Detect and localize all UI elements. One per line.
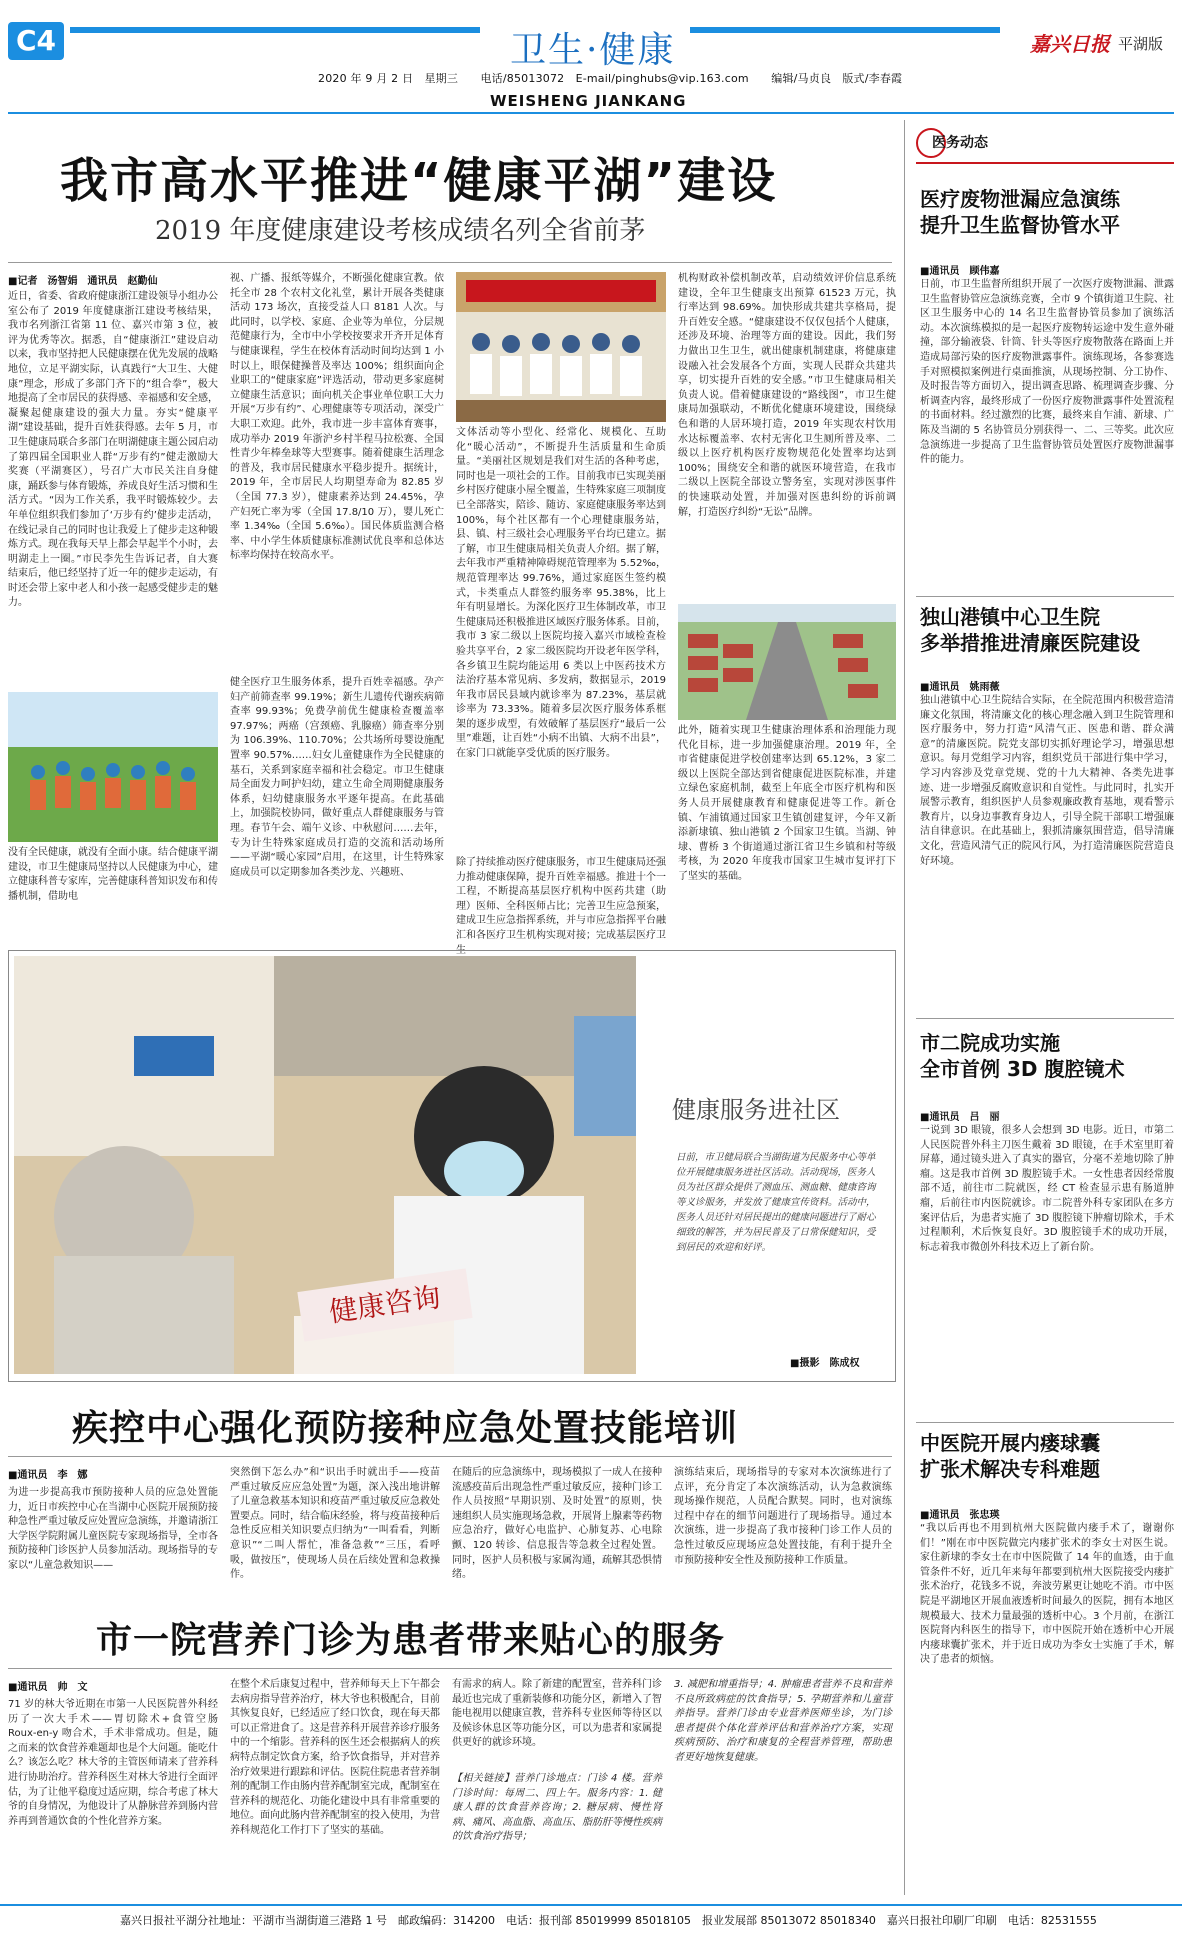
- walking-event-photo: [8, 692, 218, 842]
- sidebar-divider: [904, 120, 905, 1895]
- community-caption-title: 健康服务进社区: [672, 1096, 840, 1124]
- nutrition-col2: 在整个术后康复过程中，营养师每天上下午都会去病房指导营养治疗，林大爷也积极配合，目前其恢复良好，已经适应了经口饮食，现在每天都可以正常进食了。这是营养科开展营养诊疗服务中的一个缩影。营养科的医生还会根据病人的疾病特点制定饮食方案，给予饮食指导，并对营养治疗效果进行跟踪和评估。医院住院患者营养制剂的配制工作由肠内营养配制室完成，配制室在营养科的规范化、功能化建设中具有非常重要的地位。面向此肠内营养配制室的投入使用，为营养科规范化工作打下了坚实的基础。: [230, 1679, 440, 1836]
- footer: [0, 1904, 1182, 1934]
- sidebar-item-3-body: 一说到 3D 眼镜，很多人会想到 3D 电影。近日，市第二人民医院普外科主刀医生戴着 3D 眼镜，在手术室里盯着屏幕，通过镜头进入了真实的器官，分毫不差地切除了肿瘤。这是我市首例 3D 腹腔镜手术。一女性患者因经常腹部不适，前往市二院就医，经 CT 检查显示患有肠道肿瘤，后前往市内医院就诊。市二院普外科专家团队在多方案评估后，为患者实施了 3D 腹腔镜下肿瘤切除术，手术过程顺利，术后恢复良好。3D 腹腔镜手术的成功开展，标志着我市微创外科技术迈上了新台阶。: [920, 1125, 1174, 1253]
- sidebar-item-1-byline: ■通讯员 顾伟嘉: [920, 266, 1000, 277]
- sidebar-item-3-title: 市二院成功实施: [920, 1031, 1060, 1055]
- lead-subhead: 2019 年度健康建设考核成绩名列全省前茅: [155, 216, 646, 246]
- nutrition-col3: 有需求的病人。除了新建的配置室，营养科门诊最近也完成了重新装修和功能分区，新增入了智能电视用以健康宣教，营养科专业医师等待区以及候诊休息区等功能分区，可以为患者和家属提供更好的就诊环境。: [452, 1679, 662, 1749]
- cdc-col4: 演练结束后，现场指导的专家对本次演练进行了点评，充分肯定了本次演练活动，认为急救演练现场操作规范，人员配合默契。同时，也对演练过程中存在的细节问题进行了现场指导。通过本次演练，进一步提高了我市接种门诊工作人员的急性过敏反应现场应急处置技能，有利于提升全市预防接种安全性及预防接种工作质量。: [674, 1467, 892, 1566]
- sidebar-item-1-subtitle: 提升卫生监督协管水平: [920, 213, 1120, 237]
- cdc-headline: 疾控中心强化预防接种应急处置技能培训: [72, 1408, 739, 1449]
- sidebar-tag: 医务动态: [932, 135, 988, 151]
- sidebar-tag-rule: [916, 162, 1174, 164]
- lead-col1: 近日，省委、省政府健康浙江建设领导小组办公室公布了 2019 年度健康浙江建设考核结果，我市名列浙江省第 11 位、嘉兴市第 3 位，被评为优秀等次。据悉，自“健康浙江”建设启动以来，我市坚持把人民健康摆在优先发展的战略地位，立足平湖实际，认真践行“大卫生、大健康”理念，形成了多部门齐下的“组合拳”，极大地提高了全市居民的获得感、幸福感和安全感，凝聚起健康建设的强大力量。夯实“健康平湖”建设基础，提升百姓获得感。去年 5 月，市卫生健康局联合多部门在明湖健康主题公园启动了第四届全国职业人群“万步有约”健走激励大奖赛（平湖赛区），号召广大市民关注自身健康，踊跃参与体育锻炼，养成良好生活习惯和生活方式。“因为工作关系，我平时锻炼较少。去年单位组织我们参加了‘万步有约’健步走活动，在线记录自己的同时也让我爱上了健步走这种锻炼方式。现在我每天早上都会早起半个小时，去明湖走上一圈。”市民李先生告诉记者，自大赛结束后，他已经坚持了近一年的健步走运动，有时还会带上家中老人和小孩一起感受健步走的魅力。: [8, 291, 218, 609]
- sidebar-item-4-byline: ■通讯员 张忠瑛: [920, 1510, 1000, 1521]
- sidebar-item-4-body: “我以后再也不用到杭州大医院做内瘘手术了，谢谢你们！”刚在市中医院做完内瘘扩张术的李女士对医生说。家住新埭的李女士在市中医院做了 14 年的血透，由于血管条件不好，近几年来每年都要到杭州大医院接受内瘘扩张术治疗，花钱多不说，奔波劳累更让她吃不消。市中医院是平湖地区开展血液透析时间最久的医院，拥有本地区规模最大、技术力量最强的透析中心。3 个月前，在浙江医院肾内科医生的指导下，市中医院开始在透析中心开展内瘘球囊扩张术，并于近日成功为李女士实施了手术，解决了患者的烦恼。: [920, 1523, 1174, 1666]
- footer-text: 嘉兴日报社平湖分社地址：平湖市当湖街道三港路 1 号 邮政编码：314200 电话：报刊部 85019999 85018105 报业发展部 85013072 85018340 嘉兴日报社印刷厂印刷 电话：82531555: [120, 1914, 1097, 1927]
- sidebar-rule-3: [916, 1422, 1174, 1423]
- masthead-rule-right: [690, 27, 1000, 33]
- lead-headline: 我市高水平推进“健康平湖”建设: [60, 153, 778, 209]
- masthead-rule-left: [70, 27, 480, 33]
- lead-rule: [8, 262, 892, 263]
- community-photo-credit: ■摄影 陈成权: [790, 1358, 860, 1369]
- section-title: 卫生·健康: [510, 30, 676, 71]
- cdc-col3: 在随后的应急演练中，现场模拟了一成人在接种流感疫苗后出现急性严重过敏反应，接种门诊工作人员按照“早期识别、及时处置”的原则，快速组织人员实施现场急救，开展肾上腺素等药物应急治疗，做好心电监护、心肺复苏、心电除颤、120 转诊、信息报告等急救全过程处置。同时，医护人员积极与家属沟通，疏解其恐惧情绪。: [452, 1467, 662, 1581]
- nutrition-related-link: 【相关链接】营养门诊地点：门诊 4 楼。营养门诊时间：每周二、四上午。服务内容：1. 健康人群的饮食营养咨询；2. 糖尿病、慢性肾病、痛风、高血脂、高血压、脂肪肝等慢性疾病的饮食治疗指导；: [452, 1773, 662, 1843]
- nutrition-rule: [8, 1668, 892, 1669]
- sidebar-item-4-subtitle: 扩张术解决专科难题: [920, 1457, 1100, 1481]
- meeting-photo: [456, 272, 666, 422]
- lead-byline: ■记者 汤智娟 通讯员 赵勤仙: [8, 276, 158, 287]
- page-number: C4: [8, 22, 64, 60]
- sidebar-item-1-title: 医疗废物泄漏应急演练: [920, 187, 1120, 211]
- sidebar-item-2-title: 独山港镇中心卫生院: [920, 605, 1100, 629]
- lead-col3b: 除了持续推动医疗健康服务，市卫生健康局还强力推动健康保障，提升百姓幸福感。推进十个一工程，不断提高基层医疗机构中医药共建（助理）医师、全科医师占比；完善卫生应急预案，建成卫生应急指挥系统，并与市应急指挥平台融汇和各医疗卫生机构实现对接；完成基层医疗卫生: [456, 857, 666, 956]
- lead-col3: 文体活动等小型化、经常化、规模化、互助化“暖心活动”，不断提升生活质量和生命质量。“美丽社区规划是我们对生活的各种考虑，同时也是一项社会的工作。目前我市已实现美丽乡村医疗健康小屋全覆盖，生特殊家庭三项制度已全部落实，陪诊、随访、家庭健康服务率达到 100%，每个社区都有一个心理健康服务站，县、镇、村三级社会心理服务平台均已建立。据了解，市卫生健康局相关负责人介绍。据了解，去年我市严重精神障碍规范管理率为 5.52‰，规范管理率达 99.76%，通过家庭医生签约模式，卡类重点人群签约服务率 95.38%，比上年有明显增长。为深化医疗卫生体制改革，市卫生健康局还积极推进区域医疗服务体系。目前，我市 3 家二级以上医院均接入嘉兴市域检查检验共享平台，2 家二级医院均开设老年医学科，各乡镇卫生院均能运用 6 类以上中医药技术方法治疗基本常见病、多发病，数据显示，2019 年我市居民县域内就诊率为 87.23%，基层就诊率为 73.33%。随着多层次医疗服务体系框架的逐步成型，有效破解了基层医疗“最后一公里”难题，让百姓“小病不出镇、大病不出县”，在家门口就能享受优质的医疗服务。: [456, 427, 666, 760]
- edition-label: 平湖版: [1118, 35, 1164, 53]
- cdc-col2: 突然倒下怎么办”和“识出手时就出手——疫苗严重过敏反应应急处置”为题，深入浅出地讲解了儿童急救基本知识和疫苗严重过敏反应急救处置要点。同时，结合临床经验，将与疫苗接种后急性反应相关知识要点归纳为“一叫看看，判断意识”“二叫人帮忙，准备急救”“三压，看呼吸，做按压”，使现场人员在后续处置和急救操作。: [230, 1467, 440, 1581]
- aerial-town-photo: [678, 604, 896, 720]
- lead-col2: 视、广播、报纸等媒介，不断强化健康宣教。依托全市 28 个农村文化礼堂，累计开展各类健康活动 173 场次，直接受益人口 8181 人次。与此同时，以学校、家庭、企业等为单位，分层规范健康行为，全市中小学校按要求开齐开足体育与健康课程，学生在校体育活动时间均达到 1 小时以上，眼保健操普及率达 100%；组织面向企业职工的“健康家庭”评选活动，带动更多家庭树立健康生活意识；面向机关企事业单位职工大力开展“万步有约”、心理健康等专项活动，深受广大职工欢迎。此外，我市进一步丰富体育赛事，成功举办 2019 年浙沪乡村半程马拉松赛、全国性青少年棒垒球等大型赛事。随着健康生活理念的普及，我市居民健康水平稳步提升。据统计，2019 年，全市居民人均期望寿命为 82.85 岁（全国 77.3 岁），健康素养达到 24.45%，孕产妇死亡率为零（全国 17.8/10 万），婴儿死亡率 1.34‰（全国 5.6‰）。国民体质监测合格率、中小学生体质健康标准测试优良率和总体达标率均保持在较高水平。: [230, 273, 444, 562]
- sidebar-item-2-subtitle: 多举措推进清廉医院建设: [920, 631, 1140, 655]
- community-caption-body: 日前，市卫健局联合当湖街道为民服务中心等单位开展健康服务进社区活动。活动现场，医务人员为社区群众提供了测血压、测血糖、健康咨询等义诊服务，并发放了健康宣传资料。活动中，医务人员还针对居民提出的健康问题进行了耐心细致的解答，并为居民普及了日常保健知识，受到居民的欢迎和好评。: [676, 1152, 876, 1253]
- paper-logo: 嘉兴日报: [1030, 32, 1110, 56]
- lead-col4b: 此外，随着实现卫生健康治理体系和治理能力现代化目标，进一步加强健康治理。2019 年，全市省健康促进学校创建率达到 65.12%，3 家二级以上医院全部达到省健康促进医院标准，并建立绿色家庭机制，截至上年底全市医疗机构和医务人员开展健康教育和健康促进等工作。新仓镇、乍浦镇通过国家卫生镇创建复评，今年又新添新埭镇、独山港镇 2 个国家卫生镇。当湖、钟埭、曹桥 3 个街道通过浙江省卫生乡镇和村等级考核，为 2020 年度我市国家卫生城市复评打下了坚实的基础。: [678, 725, 896, 882]
- issue-line: 2020 年 9 月 2 日 星期三 电话/85013072 E-mail/pinghubs@vip.163.com 编辑/马贞良 版式/李春霞: [318, 72, 903, 85]
- cdc-col1: 为进一步提高我市预防接种人员的应急处置能力，近日市疾控中心在当湖中心医院开展预防接种急性严重过敏反应处置应急演练，并邀请浙江大学医学院附属儿童医院专家现场指导，全市各预防接种门诊医护人员参加活动。现场指导的专家以“儿童急救知识——: [8, 1487, 218, 1571]
- consultation-sign: 健康咨询: [297, 1268, 472, 1341]
- nutrition-col4: 3. 减肥和增重指导；4. 肿瘤患者营养不良和营养不良所致病症的饮食指导；5. 孕期营养和儿童营养指导。营养门诊由专业营养医师坐诊，为门诊患者提供个体化营养评估和营养治疗方案，实现疾病预防、治疗和康复的全程营养管理，帮助患者更好地恢复健康。: [674, 1679, 892, 1763]
- sidebar-item-4-title: 中医院开展内瘘球囊: [920, 1431, 1100, 1455]
- sidebar-item-2-byline: ■通讯员 姚雨薇: [920, 682, 1000, 693]
- sidebar-item-1-body: 日前，市卫生监督所组织开展了一次医疗废物泄漏、泄露卫生监督协管应急演练竞赛，全市 9 个镇街道卫生院、社区卫生服务中心的 14 名卫生监督协管员参加了演练活动。本次演练模拟的是一起医疗废物转运途中发生意外碰撞，部分输液袋、针筒、针头等医疗废物散落在路面上并造成局部污染的医疗废物泄露事件。演练现场，各参赛选手对照模拟案例进行桌面推演，从现场控制、分工协作、及时报告等方面切入，提出调查思路、梳理调查步骤、分析调查内容，最终形成了一份医疗废物泄露事件处置流程的书面材料。经过激烈的比赛，最终来自乍浦、新埭、广陈及当湖的 5 名协管员分别获得一、二、三等奖。此次应急演练进一步提高了卫生监督协管员处置医疗废物泄漏事件的能力。: [920, 279, 1174, 466]
- sidebar-item-3-byline: ■通讯员 吕 丽: [920, 1112, 1000, 1123]
- lead-col2b: 健全医疗卫生服务体系，提升百姓幸福感。孕产妇产前筛查率 99.19%；新生儿遗传代谢疾病筛查率 99.93%；免费孕前优生健康检查覆盖率 97.97%；两癌（宫颈癌、乳腺癌）筛查率分别为 106.39%、110.70%；公共场所母婴设施配置率 90.57%……妇女儿童健康作为全民健康的基石，关系到家庭幸福和社会稳定。市卫生健康局全面发力呵护妇幼，建立生命全周期健康服务体系，妇幼健康服务水平逐年提高。在此基础上，加强院校协同，做好重点人群健康服务与管理。春节午会、端午义诊、中秋慰问……去年，专为计生特殊家庭成员打造的交流和活动场所——平湖“暖心家园”启用，在这里，计生特殊家庭成员可以定期参加各类沙龙、兴趣班、: [230, 677, 444, 878]
- masthead-divider: [8, 112, 1174, 114]
- lead-col4: 机构财政补偿机制改革，启动绩效评价信息系统建设，全年卫生健康支出预算 61523 万元，执行率达到 98.69%。加快形成共建共享格局，提升百姓安全感。“健康建设不仅仅包括个人健康，还涉及环境、治理等方面的建设。因此，我们努力做出卫生卫生，就出健康机制建康，将健康建设融入社会发展各个方面，实现人民群众共建共享，切实提升百姓的安全感。”市卫生健康局相关负责人说。借着健康建设的“路线图”，市卫生健康局加强联动，不断优化健康环境建设，围绕绿色和谐的人居环境打造，2019 年实现农村饮用水达标覆盖率、农村无害化卫生厕所普及率、二级以上医疗机构医疗废物规范化处置率均达到 100%；围绕安全和谐的就医环境营造，在我市二级以上医院全部设立警务室，实现对涉医事件的快速联动处置，并加强对医患纠纷的诉前调解，打造医疗纠纷“无讼”品牌。: [678, 273, 896, 518]
- sidebar-rule-2: [916, 1018, 1174, 1019]
- cdc-rule: [8, 1456, 892, 1457]
- cdc-byline: ■通讯员 李 娜: [8, 1470, 88, 1481]
- nutrition-headline: 市一院营养门诊为患者带来贴心的服务: [96, 1620, 726, 1661]
- sidebar-item-3-subtitle: 全市首例 3D 腹腔镜术: [920, 1057, 1125, 1081]
- section-pinyin: WEISHENG JIANKANG: [490, 92, 687, 110]
- nutrition-byline: ■通讯员 帅 文: [8, 1682, 88, 1693]
- lead-col1b: 没有全民健康，就没有全面小康。结合健康平湖建设，市卫生健康局坚持以人民健康为中心，建立健康科普专家库，完善健康科普知识发布和传播机制，借助电: [8, 847, 218, 902]
- sidebar-item-2-body: 独山港镇中心卫生院结合实际，在全院范围内积极营造清廉文化氛围，将清廉文化的核心理念融入到卫生院管理和医疗服务中，努力打造“风清气正、医患和谐、群众满意”的清廉医院。院党支部切实抓好理论学习，增强思想意识。每月党组学习内容，组织党员干部进行集中学习，学习内容涉及党章党规、党的十九大精神、各类先进事迹、进一步增强反腐败意识和自觉性。与此同时，扎实开展警示教育，组织医护人员参观廉政教育基地，观看警示教育片，以身边事教育身边人，引导全院干部职工增强廉洁自律意识。在此基础上，狠抓清廉氛围营造，倡导清廉文化，营造风清气正的院风行风，为打造清廉医院营造良好环境。: [920, 695, 1174, 867]
- nutrition-col1: 71 岁的林大爷近期在市第一人民医院普外科经历了一次大手术——胃切除术+食管空肠 Roux-en-y 吻合术，手术非常成功。但是，随之而来的饮食营养难题却也是个大问题。能吃什么？该怎么吃？林大爷的主管医师请来了营养科进行协助治疗。营养科医生对林大爷进行全面评估，为了让他平稳度过适应期，综合考虑了林大爷的自身情况，为他设计了从静脉营养到肠内营养再到普通饮食的个性化营养方案。: [8, 1699, 218, 1827]
- sidebar-rule-1: [916, 596, 1174, 597]
